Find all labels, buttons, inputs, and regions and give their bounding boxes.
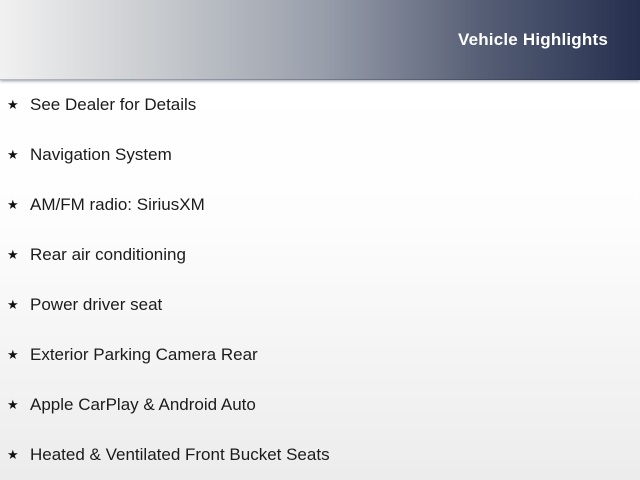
star-bullet-icon: ★ — [7, 146, 19, 162]
list-item-label: See Dealer for Details — [30, 94, 197, 114]
star-bullet-icon: ★ — [7, 446, 19, 462]
star-bullet-icon: ★ — [7, 296, 19, 312]
star-bullet-icon: ★ — [7, 96, 19, 112]
list-item — [0, 380, 640, 430]
star-bullet-icon: ★ — [7, 346, 19, 362]
header-banner — [0, 0, 640, 80]
star-bullet-icon: ★ — [7, 196, 19, 212]
list-item-label: Exterior Parking Camera Rear — [30, 344, 258, 364]
list-item — [0, 130, 640, 180]
list-item-label: Rear air conditioning — [30, 244, 186, 264]
list-item-label: AM/FM radio: SiriusXM — [30, 194, 205, 214]
list-item-label: Navigation System — [30, 144, 172, 164]
star-bullet-icon: ★ — [7, 396, 19, 412]
list-item — [0, 80, 640, 130]
highlights-list — [0, 80, 640, 480]
list-item — [0, 280, 640, 330]
list-item — [0, 180, 640, 230]
list-item-label: Power driver seat — [30, 294, 163, 314]
page-title: Vehicle Highlights — [457, 29, 608, 49]
star-bullet-icon: ★ — [7, 246, 19, 262]
list-item — [0, 230, 640, 280]
list-item-label: Apple CarPlay & Android Auto — [30, 394, 256, 414]
list-item — [0, 430, 640, 480]
list-item — [0, 330, 640, 380]
list-item-label: Heated & Ventilated Front Bucket Seats — [30, 444, 330, 464]
